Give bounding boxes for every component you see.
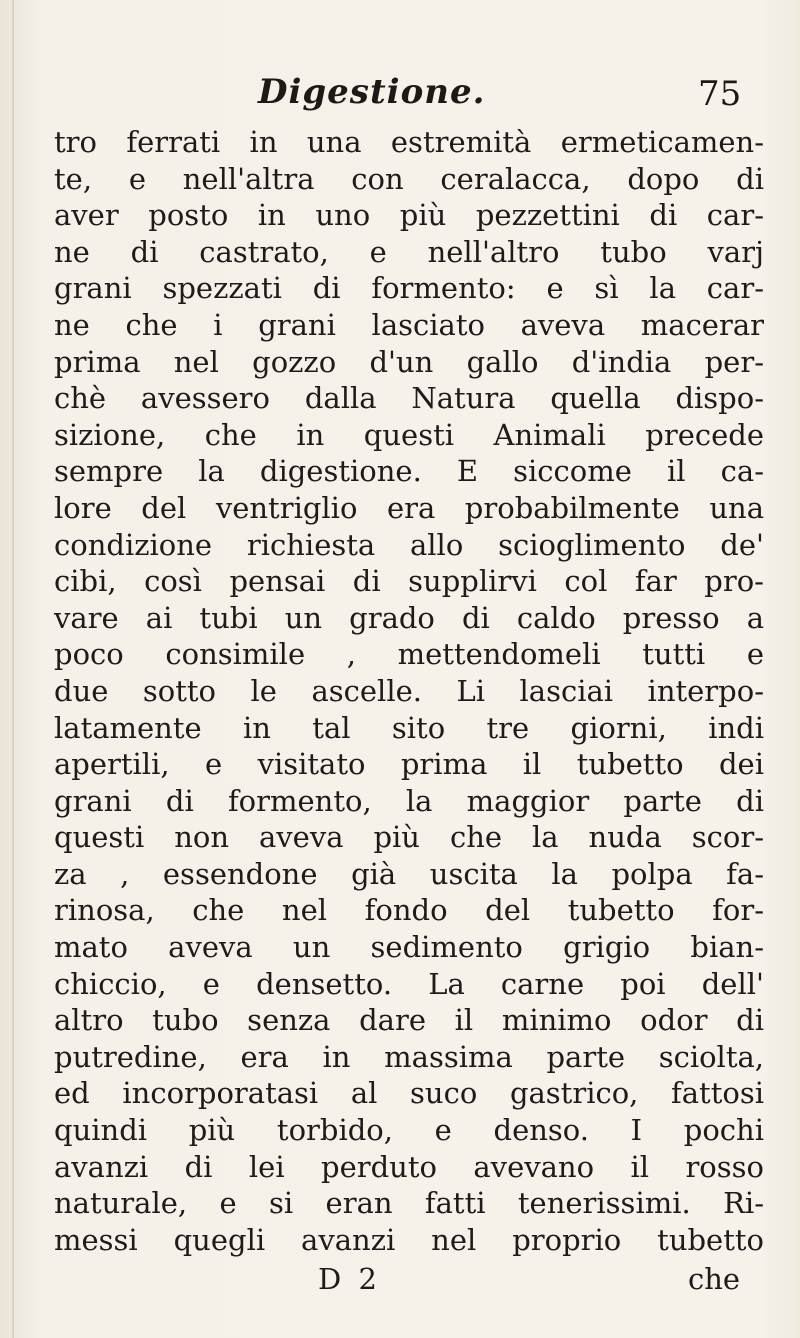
page-gutter xyxy=(12,0,14,1338)
text-line: cibi, così pensai di supplirvi col far pro- xyxy=(54,564,764,599)
text-line: avanzi di lei perduto avevano il rosso xyxy=(54,1149,764,1184)
text-line: aver posto in uno più pezzettini di car- xyxy=(54,198,764,233)
catchword: che xyxy=(688,1262,741,1296)
text-line: poco consimile , mettendomeli tutti e xyxy=(54,637,764,672)
text-line: quindi più torbido, e denso. I pochi xyxy=(54,1113,764,1148)
text-line: chè avessero dalla Natura quella dispo- xyxy=(54,381,764,416)
text-line: ed incorporatasi al suco gastrico, fattosi xyxy=(54,1076,764,1111)
body-text xyxy=(54,124,764,1258)
text-line: apertili, e visitato prima il tubetto dei xyxy=(54,747,764,782)
text-line: naturale, e si eran fatti tenerissimi. Ri- xyxy=(54,1186,764,1221)
text-line: te, e nell'altra con ceralacca, dopo di xyxy=(54,161,764,196)
running-head xyxy=(0,72,800,122)
text-line: condizione richiesta allo scioglimento de' xyxy=(54,527,764,562)
text-line: altro tubo senza dare il minimo odor di xyxy=(54,1003,764,1038)
printer-signature: D 2 xyxy=(318,1262,381,1296)
running-head-title: Digestione. xyxy=(258,72,486,112)
text-line: grani di formento, la maggior parte di xyxy=(54,783,764,818)
text-line: questi non aveva più che la nuda scor- xyxy=(54,820,764,855)
text-line: latamente in tal sito tre giorni, indi xyxy=(54,710,764,745)
text-line: grani spezzati di formento: e sì la car- xyxy=(54,271,764,306)
text-line: sempre la digestione. E siccome il ca- xyxy=(54,454,764,489)
text-line: chiccio, e densetto. La carne poi dell' xyxy=(54,966,764,1001)
text-line: ne che i grani lasciato aveva macerar xyxy=(54,307,764,342)
text-line: rinosa, che nel fondo del tubetto for- xyxy=(54,893,764,928)
text-line: tro ferrati in una estremità ermeticamen- xyxy=(54,125,764,159)
text-line: vare ai tubi un grado di caldo presso a xyxy=(54,600,764,635)
text-line: za , essendone già uscita la polpa fa- xyxy=(54,856,764,891)
text-line: due sotto le ascelle. Li lasciai interpo- xyxy=(54,673,764,708)
text-line: messi quegli avanzi nel proprio tubetto xyxy=(54,1222,764,1257)
text-line: putredine, era in massima parte sciolta, xyxy=(54,1039,764,1074)
text-line: ne di castrato, e nell'altro tubo varj xyxy=(54,234,764,269)
text-line: lore del ventriglio era probabilmente una xyxy=(54,490,764,525)
text-line: sizione, che in questi Animali precede xyxy=(54,417,764,452)
page-number: 75 xyxy=(698,74,742,114)
footer-line xyxy=(0,1262,800,1302)
text-line: mato aveva un sedimento grigio bian- xyxy=(54,930,764,965)
text-line: prima nel gozzo d'un gallo d'india per- xyxy=(54,344,764,379)
